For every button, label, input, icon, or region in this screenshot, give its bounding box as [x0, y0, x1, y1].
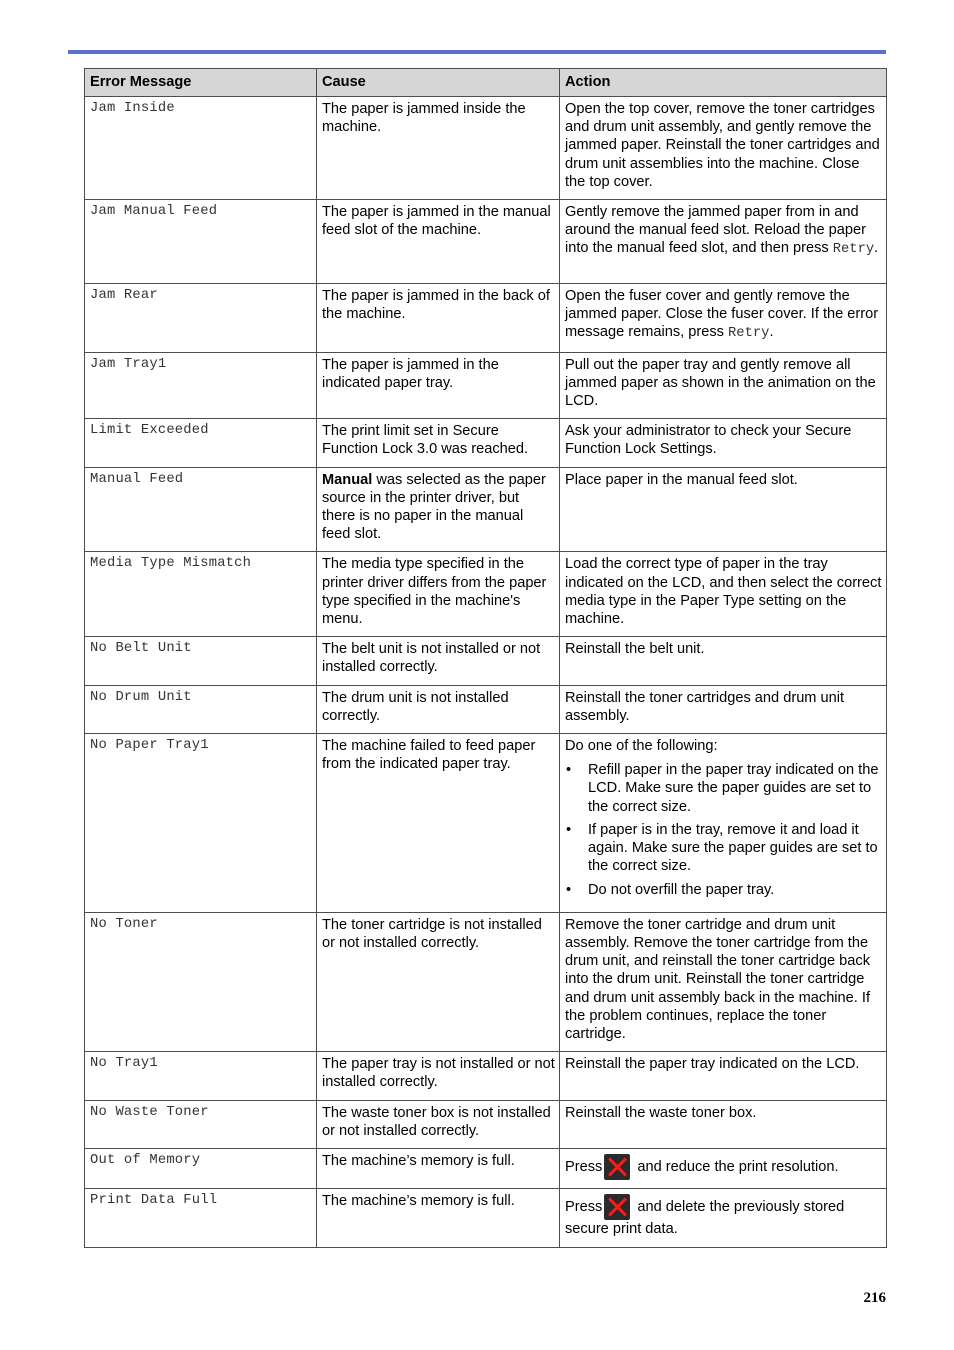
error-cause: The print limit set in Secure Function Lock 3.0 was reached. — [317, 419, 560, 467]
table-row — [85, 200, 887, 284]
table-header-row — [85, 69, 887, 97]
error-cause: The paper is jammed in the indicated paper tray. — [317, 352, 560, 419]
action-text: Gently remove the jammed paper from in and around the manual feed slot. Reload the paper into the manual feed slot, and then press — [565, 204, 867, 257]
error-message-table — [84, 68, 887, 1248]
error-cause: The machine failed to feed paper from the indicated paper tray. — [317, 734, 560, 913]
bullet-item: • Refill paper in the paper tray indicated on the LCD. Make sure the paper guides are set to the correct size. — [565, 761, 882, 816]
error-action — [560, 1189, 887, 1248]
error-message: No Belt Unit — [85, 637, 317, 685]
error-message: No Paper Tray1 — [85, 734, 317, 913]
retry-label: Retry — [728, 326, 770, 342]
press-label: Press — [565, 1198, 603, 1215]
manual-label: Manual — [322, 471, 373, 488]
error-cause — [317, 467, 560, 552]
table-row — [85, 552, 887, 637]
action-bullet-list — [565, 761, 882, 898]
error-action: Reinstall the waste toner box. — [560, 1100, 887, 1148]
error-action: Place paper in the manual feed slot. — [560, 467, 887, 552]
error-action: Ask your administrator to check your Secure Function Lock Settings. — [560, 419, 887, 467]
page-number: 216 — [863, 1290, 886, 1306]
error-action: Reinstall the belt unit. — [560, 637, 887, 685]
error-message: Manual Feed — [85, 467, 317, 552]
error-message: Print Data Full — [85, 1189, 317, 1248]
action-text-end: . — [874, 240, 879, 257]
error-action: Open the top cover, remove the toner cartridges and drum unit assembly, and gently remove the jammed paper. Reinstall the toner cartridges and drum unit assemblies into the machine. Close the top cover. — [560, 97, 887, 200]
table-row — [85, 1100, 887, 1148]
error-message: Media Type Mismatch — [85, 552, 317, 637]
error-message: No Tray1 — [85, 1052, 317, 1100]
table-row — [85, 1189, 887, 1248]
error-message: Limit Exceeded — [85, 419, 317, 467]
error-action: Pull out the paper tray and gently remove all jammed paper as shown in the animation on the LCD. — [560, 352, 887, 419]
table-row — [85, 1052, 887, 1100]
error-cause: The machine’s memory is full. — [317, 1148, 560, 1188]
error-cause: The waste toner box is not installed or not installed correctly. — [317, 1100, 560, 1148]
stop-x-icon — [604, 1194, 630, 1220]
table-row — [85, 637, 887, 685]
error-action — [560, 734, 887, 913]
error-action: Remove the toner cartridge and drum unit assembly. Remove the toner cartridge from the drum unit, and reinstall the toner cartridge back into the drum unit. Reinstall the toner cartridge and drum unit assembly back in the machine. If the problem continues, replace the toner cartridge. — [560, 912, 887, 1051]
error-message: No Drum Unit — [85, 685, 317, 733]
error-cause: The paper is jammed in the back of the machine. — [317, 284, 560, 353]
error-cause: The machine’s memory is full. — [317, 1189, 560, 1248]
table-row — [85, 352, 887, 419]
header-cause: Cause — [317, 69, 560, 97]
table-row — [85, 97, 887, 200]
retry-label: Retry — [832, 242, 875, 258]
cause-text: was selected as the paper source in the printer driver, but there is no paper in the manual feed slot. — [322, 471, 546, 543]
bullet-item: • Do not overfill the paper tray. — [565, 881, 882, 899]
error-message: Jam Inside — [85, 97, 317, 200]
header-action: Action — [560, 69, 887, 97]
error-cause: The toner cartridge is not installed or not installed correctly. — [317, 912, 560, 1051]
error-action: Reinstall the paper tray indicated on the LCD. — [560, 1052, 887, 1100]
table-row — [85, 1148, 887, 1188]
error-action: Load the correct type of paper in the tray indicated on the LCD, and then select the correct media type in the Paper Type setting on the machine. — [560, 552, 887, 637]
error-message: No Toner — [85, 912, 317, 1051]
table-row — [85, 284, 887, 353]
error-cause: The paper is jammed in the manual feed slot of the machine. — [317, 200, 560, 284]
error-action — [560, 200, 887, 284]
header-error-message: Error Message — [85, 69, 317, 97]
error-message: Jam Rear — [85, 284, 317, 353]
error-cause: The drum unit is not installed correctly. — [317, 685, 560, 733]
table-row — [85, 734, 887, 913]
action-intro: Do one of the following: — [565, 738, 718, 755]
action-text: Open the fuser cover and gently remove the jammed paper. Close the fuser cover. If the error message remains, press — [565, 288, 879, 341]
error-message: Out of Memory — [85, 1148, 317, 1188]
action-text: and delete the previously stored secure print data. — [565, 1198, 845, 1238]
press-label: Press — [565, 1158, 603, 1175]
error-cause: The paper tray is not installed or not installed correctly. — [317, 1052, 560, 1100]
error-action — [560, 284, 887, 353]
action-text-end: . — [769, 324, 774, 341]
error-action — [560, 1148, 887, 1188]
action-text: and reduce the print resolution. — [633, 1158, 839, 1175]
bullet-item: • If paper is in the tray, remove it and load it again. Make sure the paper guides are set to the correct size. — [565, 821, 882, 876]
error-message: No Waste Toner — [85, 1100, 317, 1148]
error-message: Jam Manual Feed — [85, 200, 317, 284]
header-rule — [68, 50, 886, 54]
stop-x-icon — [604, 1154, 630, 1180]
error-message: Jam Tray1 — [85, 352, 317, 419]
error-cause: The media type specified in the printer driver differs from the paper type specified in the machine's menu. — [317, 552, 560, 637]
error-action: Reinstall the toner cartridges and drum unit assembly. — [560, 685, 887, 733]
table-row — [85, 685, 887, 733]
table-row — [85, 912, 887, 1051]
error-cause: The paper is jammed inside the machine. — [317, 97, 560, 200]
table-row — [85, 419, 887, 467]
error-cause: The belt unit is not installed or not installed correctly. — [317, 637, 560, 685]
table-row — [85, 467, 887, 552]
